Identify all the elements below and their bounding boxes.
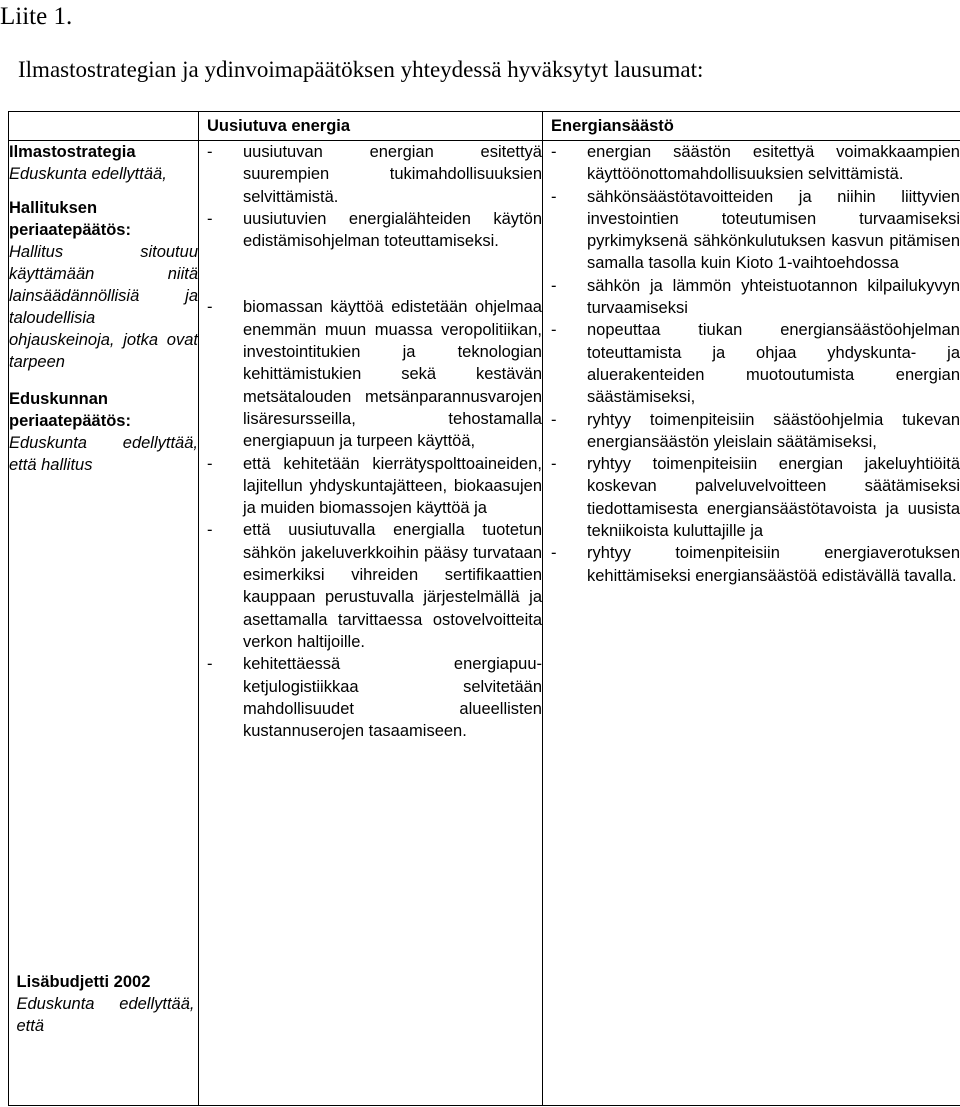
energy-saving-list [543,141,960,587]
parliament-decision-text: Eduskunta edellyttää, että hallitus [9,434,198,474]
parliament-decision-title: Eduskunnan periaatepäätös: [9,390,131,430]
budget-text: Eduskunta edellyttää, että [16,994,195,1035]
list-item: - energian säästön esitettyä voimakkaampien käyttöönottomahdollisuuksien selvittämistä. [551,143,960,184]
appendix-label: Liite 1. [0,3,73,30]
header-renewable-energy: Uusiutuva energia [199,112,543,141]
list-item: - uusiutuvan energian esitettyä suurempien tukimahdollisuuksien selvittämistä. [207,143,542,206]
list-item: - sähkön ja lämmön yhteistuotannon kilpailukyvyn turvaamiseksi [551,276,960,318]
list-item: - että uusiutuvalla energialla tuotetun sähkön jakeluverkkoihin pääsy turvataan esimerkiksi vihreiden sertifikaattien kauppaan perustuvalla järjestelmällä ja asettamalla tarvittaessa ostovelvoitteita verkon haltijoille. [207,521,542,651]
table-body-row [9,141,960,1106]
climate-strategy-block [9,141,198,476]
header-empty [9,112,199,141]
table-header-row [9,112,960,141]
list-item: - nopeuttaa tiukan energiansäästöohjelman toteuttamista ja ohjaa yhdyskunta- ja aluerakenteiden muotoutumista energian säästämiseksi, [551,321,960,407]
budget-title: Lisäbudjetti 2002 [16,972,151,991]
list-item: - sähkönsäästötavoitteiden ja niihin liittyvien investointien toteutumisen turvaamiseksi pyrkimyksenä sähkönkulutuksen kasvun pitämisen samalla tasolla kuin Kioto 1-vaihtoehdossa [551,187,960,273]
header-energy-saving: Energiansäästö [543,112,960,141]
list-item: - ryhtyy toimenpiteisiin säästöohjelmia tukevan energiansäästön yleislain säätämiseksi, [551,410,960,451]
energy-saving-cell [543,141,960,1106]
gov-decision-title: Hallituksen periaatepäätös: [9,199,131,239]
supplementary-budget-block [17,971,195,1037]
list-item: - ryhtyy toimenpiteisiin energiaverotuksen kehittämiseksi energiansäästöä edistävällä tavalla. [551,544,960,585]
statements-table [8,111,960,1106]
list-item: - kehitettäessä energiapuuketjulogistiikkaa selvitetään mahdollisuudet alueellisten kustannuserojen tasaamiseen. [207,655,542,741]
decision-source-cell [9,141,199,1106]
document-heading: Ilmastostrategian ja ydinvoimapäätöksen yhteydessä hyväksytyt lausumat: [18,57,704,82]
gov-decision-text: Hallitus sitoutuu käyttämään niitä lainsäädännöllisiä ja taloudellisia ohjauskeinoja, jotka ovat tarpeen [9,243,198,371]
renewable-energy-cell [199,141,543,1106]
list-item: - että kehitetään kierrätyspolttoaineiden, lajitellun yhdyskuntajätteen, biokaasujen ja muiden biomassojen käyttöä ja [207,454,542,518]
strategy-text: Eduskunta edellyttää, [9,165,167,183]
list-item: - uusiutuvien energialähteiden käytön edistämisohjelman toteuttamiseksi. [207,209,542,251]
list-item: - biomassan käyttöä edistetään ohjelmaa enemmän muun muassa veropolitiikan, investointitukien ja teknologian kehittämistukien sekä kestävän metsätalouden metsänparannusvarojen lisäresursseilla, tehostamalla energiapuun ja turpeen käyttöä, [207,298,542,451]
renewable-energy-list [199,141,542,742]
strategy-title: Ilmastostrategia [9,143,136,161]
list-item: - ryhtyy toimenpiteisiin energian jakeluyhtiöitä koskevan palveluvelvoitteen säätämiseksi tiedottamisesta energiansäästötavoista ja uusista tekniikoista kuluttajille ja [551,455,960,541]
